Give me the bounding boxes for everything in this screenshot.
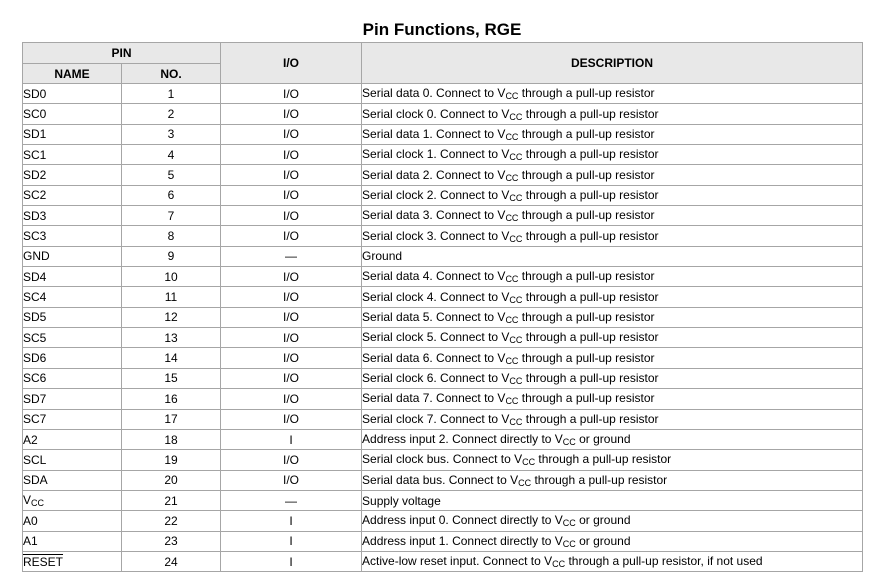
pin-name: SD5 (23, 310, 47, 325)
pin-name-cell (23, 165, 122, 185)
description-subscript: CC (509, 111, 523, 122)
pin-name-cell (23, 470, 122, 490)
description-text-continued: or ground (575, 513, 631, 528)
description-subscript: CC (505, 131, 519, 142)
table-row (23, 348, 863, 368)
pin-description (362, 409, 863, 429)
pin-name: SC7 (23, 412, 47, 427)
pin-name: RESET (23, 554, 64, 569)
pin-name-cell (23, 246, 122, 266)
pin-name: SC6 (23, 371, 47, 386)
table-row (23, 328, 863, 348)
pin-io-type: I/O (221, 328, 362, 348)
pin-description (362, 287, 863, 307)
pin-header: PIN (23, 43, 221, 64)
table-row (23, 267, 863, 287)
pin-description (362, 124, 863, 144)
pin-number: 10 (122, 267, 221, 287)
description-text-continued: or ground (575, 432, 631, 447)
pin-name-cell (23, 429, 122, 449)
description-subscript: CC (505, 355, 519, 366)
pin-name: A0 (23, 513, 38, 528)
description-text: Serial clock 0. Connect to V (362, 106, 510, 121)
description-text-continued: through a pull-up resistor (518, 208, 655, 223)
table-row (23, 287, 863, 307)
pin-number: 7 (122, 206, 221, 226)
pin-name: SCL (23, 452, 47, 467)
pin-number: 19 (122, 450, 221, 470)
table-body (23, 84, 863, 572)
table-row (23, 145, 863, 165)
pin-name: SD7 (23, 391, 47, 406)
pin-io-type: I (221, 429, 362, 449)
pin-number: 4 (122, 145, 221, 165)
pin-name: SC1 (23, 147, 47, 162)
pin-number: 1 (122, 84, 221, 104)
description-text-continued: through a pull-up resistor (518, 309, 655, 324)
pin-description (362, 470, 863, 490)
pin-name: SDA (23, 473, 48, 488)
pin-name: SC5 (23, 330, 47, 345)
pin-description (362, 450, 863, 470)
pin-io-type: I/O (221, 287, 362, 307)
table-row (23, 389, 863, 409)
description-subscript: CC (509, 416, 523, 427)
pin-io-type: I/O (221, 307, 362, 327)
table-title: Pin Functions, RGE (362, 20, 522, 39)
pin-description (362, 84, 863, 104)
pin-io-type: I/O (221, 389, 362, 409)
description-text-continued: through a pull-up resistor (518, 269, 655, 284)
description-text-continued: through a pull-up resistor (518, 126, 655, 141)
table-row (23, 185, 863, 205)
description-subscript: CC (505, 172, 519, 183)
pin-number: 17 (122, 409, 221, 429)
description-text: Serial data 3. Connect to V (362, 208, 506, 223)
pin-number: 21 (122, 490, 221, 510)
pin-name-subscript: CC (31, 498, 45, 509)
pin-name-cell (23, 206, 122, 226)
description-text: Serial data bus. Connect to V (362, 472, 519, 487)
pin-io-type: — (221, 246, 362, 266)
pin-name-cell (23, 307, 122, 327)
description-text-continued: through a pull-up resistor (522, 370, 659, 385)
pin-io-type: — (221, 490, 362, 510)
pin-name: SC0 (23, 107, 47, 122)
table-row (23, 84, 863, 104)
pin-number: 15 (122, 368, 221, 388)
pin-name-cell (23, 368, 122, 388)
table-row (23, 206, 863, 226)
pin-description (362, 145, 863, 165)
table-row (23, 165, 863, 185)
pin-name: SC4 (23, 290, 47, 305)
description-text: Serial data 1. Connect to V (362, 126, 506, 141)
pin-io-type: I/O (221, 165, 362, 185)
pin-name: A2 (23, 432, 38, 447)
table-row (23, 246, 863, 266)
table-row (23, 470, 863, 490)
pin-description (362, 246, 863, 266)
number-header: NO. (122, 64, 221, 84)
description-text: Serial clock 2. Connect to V (362, 187, 510, 202)
pin-name-cell (23, 267, 122, 287)
pin-number: 5 (122, 165, 221, 185)
description-text: Serial clock 3. Connect to V (362, 228, 510, 243)
pin-io-type: I/O (221, 104, 362, 124)
description-header: DESCRIPTION (362, 43, 863, 84)
description-text-continued: through a pull-up resistor (522, 228, 659, 243)
table-row (23, 511, 863, 531)
table-row (23, 226, 863, 246)
description-text: Serial clock 7. Connect to V (362, 411, 510, 426)
table-row (23, 307, 863, 327)
pin-number: 2 (122, 104, 221, 124)
pin-io-type: I/O (221, 470, 362, 490)
pin-number: 9 (122, 246, 221, 266)
table-row (23, 368, 863, 388)
description-subscript: CC (509, 192, 523, 203)
description-text-continued: through a pull-up resistor, if not used (565, 554, 763, 569)
pin-name: SD2 (23, 168, 47, 183)
pin-description (362, 267, 863, 287)
description-subscript: CC (505, 274, 519, 285)
description-text-continued: through a pull-up resistor (518, 350, 655, 365)
pin-number: 13 (122, 328, 221, 348)
pin-number: 8 (122, 226, 221, 246)
description-subscript: CC (505, 91, 519, 102)
description-subscript: CC (509, 233, 523, 244)
pin-name-cell (23, 450, 122, 470)
pin-description (362, 206, 863, 226)
description-text: Supply voltage (362, 493, 441, 508)
pin-number: 22 (122, 511, 221, 531)
description-text: Serial clock 1. Connect to V (362, 147, 510, 162)
description-text: Serial data 5. Connect to V (362, 309, 506, 324)
description-text: Serial data 2. Connect to V (362, 167, 506, 182)
pin-description (362, 429, 863, 449)
description-text-continued: through a pull-up resistor (518, 86, 655, 101)
description-subscript: CC (552, 559, 566, 570)
pin-number: 24 (122, 551, 221, 571)
pin-number: 23 (122, 531, 221, 551)
pin-description (362, 511, 863, 531)
description-subscript: CC (509, 294, 523, 305)
description-text: Serial data 0. Connect to V (362, 86, 506, 101)
description-subscript: CC (505, 396, 519, 407)
description-subscript: CC (505, 314, 519, 325)
pin-number: 11 (122, 287, 221, 307)
pin-number: 3 (122, 124, 221, 144)
table-row (23, 104, 863, 124)
description-subscript: CC (562, 538, 576, 549)
table-header (23, 43, 863, 84)
pin-description (362, 165, 863, 185)
description-text-continued: through a pull-up resistor (518, 391, 655, 406)
description-text: Serial clock bus. Connect to V (362, 452, 523, 467)
pin-io-type: I/O (221, 368, 362, 388)
description-subscript: CC (522, 457, 536, 468)
pin-description (362, 348, 863, 368)
pin-io-type: I (221, 511, 362, 531)
description-text-continued: through a pull-up resistor (522, 106, 659, 121)
pin-description (362, 531, 863, 551)
description-text-continued: through a pull-up resistor (522, 411, 659, 426)
description-text: Ground (362, 249, 403, 264)
pin-io-type: I/O (221, 267, 362, 287)
pin-name: GND (23, 249, 50, 264)
table-row (23, 551, 863, 571)
pin-name-cell (23, 84, 122, 104)
table-row (23, 531, 863, 551)
pin-number: 20 (122, 470, 221, 490)
pin-name: SD0 (23, 86, 47, 101)
description-subscript: CC (562, 437, 576, 448)
pin-name-cell (23, 328, 122, 348)
description-text: Serial data 7. Connect to V (362, 391, 506, 406)
pin-io-type: I/O (221, 450, 362, 470)
description-text-continued: through a pull-up resistor (522, 289, 659, 304)
pin-name: V (23, 493, 32, 508)
pin-number: 18 (122, 429, 221, 449)
pin-io-type: I/O (221, 206, 362, 226)
pin-io-type: I (221, 531, 362, 551)
description-text-continued: through a pull-up resistor (535, 452, 672, 467)
pin-name: SC3 (23, 229, 47, 244)
pin-description (362, 104, 863, 124)
pin-name-cell (23, 490, 122, 510)
description-subscript: CC (509, 375, 523, 386)
description-text-continued: through a pull-up resistor (531, 472, 668, 487)
table-row (23, 409, 863, 429)
pin-name-cell (23, 389, 122, 409)
pin-name-cell (23, 124, 122, 144)
description-text-continued: through a pull-up resistor (522, 147, 659, 162)
pin-name: SD6 (23, 351, 47, 366)
pin-name-cell (23, 409, 122, 429)
name-header: NAME (23, 64, 122, 84)
description-text: Address input 2. Connect directly to V (362, 432, 563, 447)
description-text: Address input 1. Connect directly to V (362, 533, 563, 548)
description-subscript: CC (562, 518, 576, 529)
description-text: Active-low reset input. Connect to V (362, 554, 553, 569)
table-row (23, 490, 863, 510)
description-subscript: CC (509, 335, 523, 346)
pin-name-cell (23, 511, 122, 531)
pin-description (362, 551, 863, 571)
table-row (23, 124, 863, 144)
description-text: Serial clock 4. Connect to V (362, 289, 510, 304)
pin-io-type: I/O (221, 145, 362, 165)
pin-name-cell (23, 226, 122, 246)
description-text: Serial data 6. Connect to V (362, 350, 506, 365)
pin-number: 6 (122, 185, 221, 205)
pin-name: SD1 (23, 127, 47, 142)
description-text: Serial clock 6. Connect to V (362, 370, 510, 385)
pin-description (362, 368, 863, 388)
pin-name: SC2 (23, 188, 47, 203)
pin-name-cell (23, 348, 122, 368)
pin-name-cell (23, 531, 122, 551)
pin-name: A1 (23, 534, 38, 549)
description-text: Address input 0. Connect directly to V (362, 513, 563, 528)
pin-io-type: I (221, 551, 362, 571)
description-text: Serial data 4. Connect to V (362, 269, 506, 284)
table-row (23, 450, 863, 470)
pin-name: SD4 (23, 269, 47, 284)
pin-name: SD3 (23, 208, 47, 223)
description-text-continued: through a pull-up resistor (522, 187, 659, 202)
table-row (23, 429, 863, 449)
pin-description (362, 185, 863, 205)
pin-io-type: I/O (221, 84, 362, 104)
pin-number: 14 (122, 348, 221, 368)
pin-description (362, 226, 863, 246)
pin-io-type: I/O (221, 226, 362, 246)
pin-name-cell (23, 287, 122, 307)
pin-name-cell (23, 104, 122, 124)
description-subscript: CC (518, 477, 532, 488)
pin-name-cell (23, 551, 122, 571)
pin-io-type: I/O (221, 348, 362, 368)
description-subscript: CC (505, 213, 519, 224)
pin-io-type: I/O (221, 124, 362, 144)
pin-description (362, 389, 863, 409)
pin-functions-table (22, 42, 863, 572)
description-text-continued: through a pull-up resistor (518, 167, 655, 182)
description-text: Serial clock 5. Connect to V (362, 330, 510, 345)
pin-io-type: I/O (221, 409, 362, 429)
pin-name-cell (23, 185, 122, 205)
description-text-continued: through a pull-up resistor (522, 330, 659, 345)
io-header: I/O (221, 43, 362, 84)
description-text-continued: or ground (575, 533, 631, 548)
pin-number: 12 (122, 307, 221, 327)
pin-name-cell (23, 145, 122, 165)
pin-description (362, 328, 863, 348)
pin-description (362, 490, 863, 510)
pin-description (362, 307, 863, 327)
pin-number: 16 (122, 389, 221, 409)
pin-io-type: I/O (221, 185, 362, 205)
description-subscript: CC (509, 152, 523, 163)
